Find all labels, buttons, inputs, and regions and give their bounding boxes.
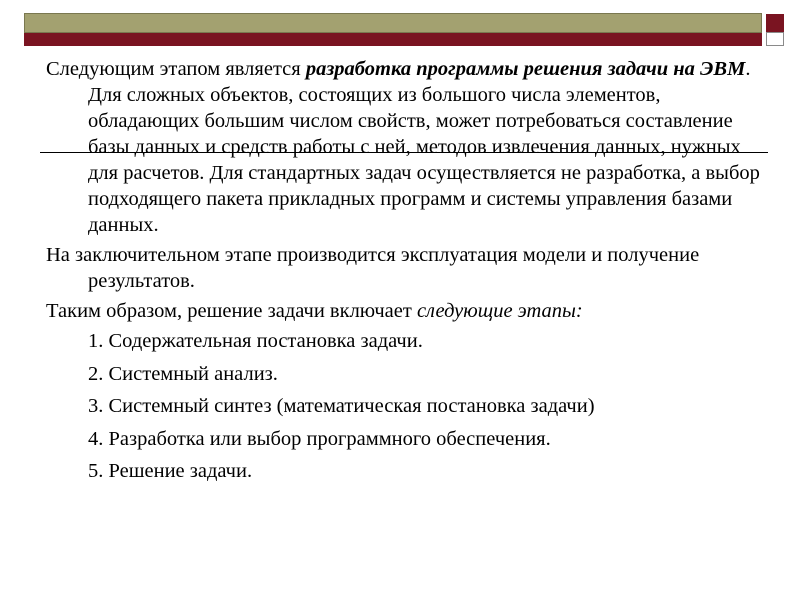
slide-body <box>46 56 762 491</box>
step-item: 4. Разработка или выбор программного обеспечения. <box>88 427 551 450</box>
step-item: 3. Системный синтез (математическая постановка задачи) <box>88 395 595 417</box>
header-bar-red <box>24 33 762 46</box>
step-item: 1. Содержательная постановка задачи. <box>88 330 423 352</box>
step-item: 2. Системный анализ. <box>88 362 278 385</box>
paragraph-text: Следующим этапом является <box>46 58 306 80</box>
paragraph-text: Таким образом, решение задачи включает <box>46 300 417 322</box>
paragraph-emphasis: разработка программы решения задачи на ЭВМ <box>305 58 746 80</box>
corner-square-outline <box>766 32 784 46</box>
paragraph-development <box>46 56 762 238</box>
corner-square-red <box>766 14 784 32</box>
paragraph-emphasis: следующие этапы: <box>416 300 583 322</box>
paragraph-final-stage <box>46 242 762 294</box>
step-item: 5. Решение задачи. <box>88 460 253 482</box>
paragraph-text: На заключительном этапе производится эксплуатация модели и получение результатов. <box>46 244 700 292</box>
header-bar-olive <box>24 13 762 33</box>
paragraph-summary <box>46 298 762 324</box>
paragraph-text: . Для сложных объектов, состоящих из большого числа элементов, обладающих большим числом свойств, может потребоваться составление базы данных и средств работы с ней, методов извлечения данных, нужных для расчетов. Для стандартных задач осуществляется не разработка, а выбор подходящего пакета прикладных программ и системы управления базами данных. <box>88 58 760 236</box>
